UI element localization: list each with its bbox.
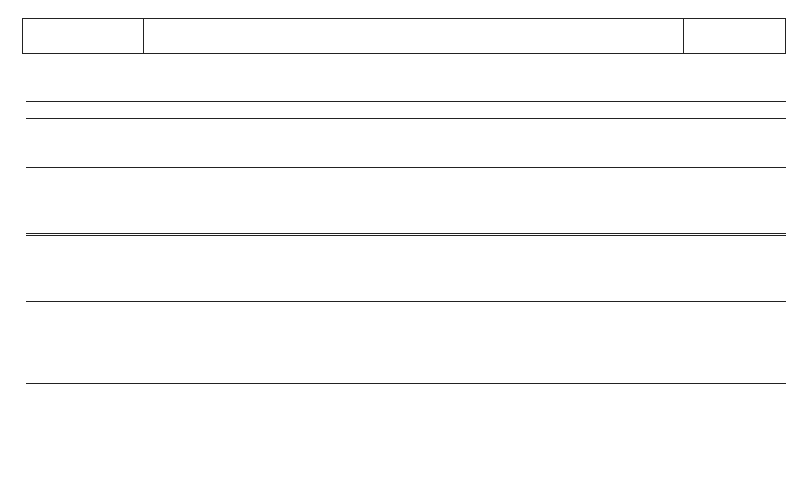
route-header [22, 18, 786, 54]
